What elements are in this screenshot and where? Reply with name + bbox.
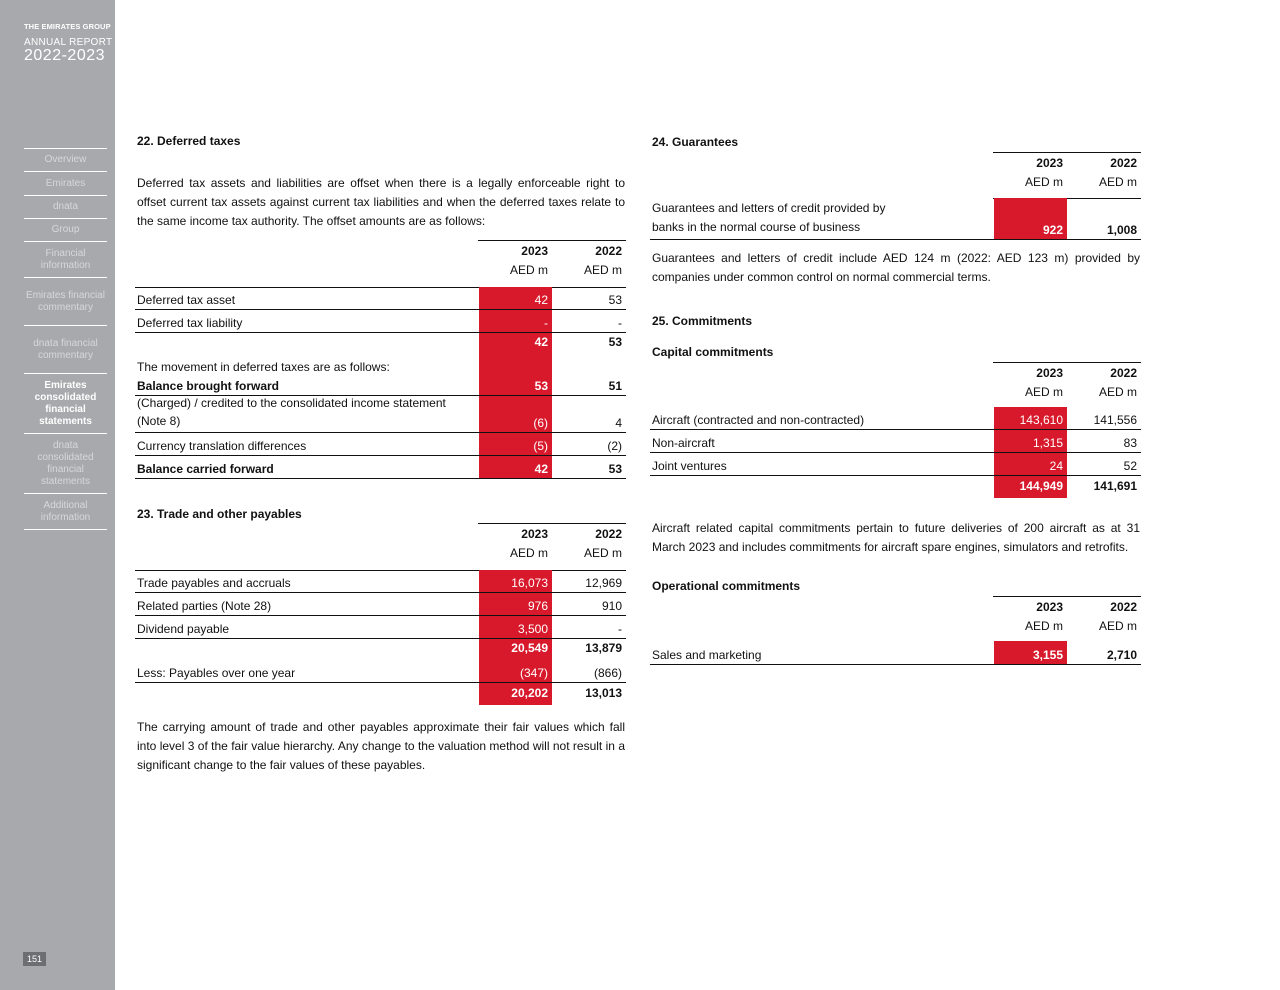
table-row	[650, 642, 1141, 665]
value-2022: -	[618, 622, 622, 636]
row-label: Deferred tax liability	[137, 316, 243, 330]
value-2023: 53	[479, 375, 552, 395]
table-row	[650, 430, 1141, 453]
sidebar-nav	[24, 148, 107, 530]
table-row	[135, 433, 626, 456]
value-2022: 52	[1123, 459, 1137, 473]
deferred-taxes-intro: Deferred tax assets and liabilities are offset when there is a legally enforceable right to offset current tax assets against current tax liabilities and when the deferred taxes relate to the same income tax authority. The offset amounts are as follows:	[137, 176, 625, 228]
table-row	[650, 453, 1141, 476]
value-2022: 51	[608, 379, 622, 393]
value-2022: 53	[608, 462, 622, 476]
capital-commitments-title: Capital commitments	[652, 345, 774, 359]
page-number: 151	[23, 952, 46, 966]
payables-title: 23. Trade and other payables	[137, 507, 302, 521]
value-2022: -	[618, 316, 622, 330]
col-unit: AED m	[583, 263, 622, 277]
value-2022: 53	[608, 293, 622, 307]
table-row	[135, 593, 626, 616]
value-2023: 3,500	[479, 616, 552, 638]
table-row	[650, 198, 1141, 240]
table-row	[135, 456, 626, 479]
nav-item-group[interactable]: Group	[24, 218, 107, 241]
row-label: Guarantees and letters of credit provided by banks in the normal course of business	[652, 201, 886, 234]
value-2022: (866)	[593, 666, 622, 680]
value-2022: 910	[601, 599, 622, 613]
table-header	[993, 152, 1141, 198]
row-label: Non-aircraft	[652, 436, 715, 450]
table-header	[993, 362, 1141, 408]
value-2023: 922	[994, 198, 1067, 239]
value-2022: 12,969	[585, 576, 622, 590]
payables-note: The carrying amount of trade and other payables approximate their fair values which fall into level 3 of the fair value hierarchy. Any change to the valuation method will not result in a significant change to the fair values of these payables.	[137, 720, 625, 772]
table-row	[135, 310, 626, 333]
nav-item-dnata-consolidated-statements[interactable]: dnata consolidated financial statements	[24, 433, 107, 493]
operational-commitments-title: Operational commitments	[652, 579, 801, 593]
table-row	[135, 287, 626, 310]
col-unit: AED m	[1098, 619, 1137, 633]
capital-commitments-table	[650, 362, 1141, 498]
table-row	[135, 376, 626, 396]
payables-table	[135, 523, 626, 705]
table-row-subtotal	[135, 639, 626, 660]
row-label: Balance carried forward	[137, 462, 274, 476]
nav-item-overview[interactable]: Overview	[24, 148, 107, 171]
row-label: Deferred tax asset	[137, 293, 236, 307]
nav-item-dnata-financial-commentary[interactable]: dnata financial commentary	[24, 325, 107, 373]
nav-item-financial-information[interactable]: Financial information	[24, 241, 107, 277]
table-header	[478, 523, 626, 570]
col-unit: AED m	[1098, 175, 1137, 189]
table-row-total	[135, 683, 626, 705]
operational-commitments-table	[650, 596, 1141, 665]
col-year-2023: 2023	[1036, 600, 1063, 614]
value-2023: 1,315	[994, 430, 1067, 452]
table-row	[135, 616, 626, 639]
group-name: THE EMIRATES GROUP	[24, 22, 111, 31]
table-row-total	[135, 333, 626, 353]
value-2022: 141,556	[1093, 413, 1137, 427]
report-year: 2022-2023	[24, 47, 106, 64]
col-year-2022: 2022	[1110, 366, 1137, 380]
nav-item-emirates[interactable]: Emirates	[24, 171, 107, 195]
col-year-2023: 2023	[521, 244, 548, 258]
col-unit: AED m	[1024, 175, 1063, 189]
movement-text: The movement in deferred taxes are as follows:	[137, 360, 390, 374]
value-2022: 83	[1123, 436, 1137, 450]
value-2022: (2)	[607, 439, 622, 453]
value-2023: 42	[479, 287, 552, 309]
brand-block	[24, 22, 112, 65]
table-row	[135, 353, 626, 376]
value-2022: 1,008	[1106, 223, 1137, 237]
value-2023: 16,073	[479, 570, 552, 592]
row-label: Less: Payables over one year	[137, 666, 296, 680]
value-2023: 3,155	[994, 641, 1067, 664]
table-row	[135, 396, 626, 433]
table-header	[478, 240, 626, 287]
total-2023: 20,202	[479, 683, 552, 705]
col-year-2022: 2022	[595, 527, 622, 541]
sidebar	[0, 0, 115, 990]
capital-commitments-note: Aircraft related capital commitments pertain to future deliveries of 200 aircraft as at 31 March 2023 and includes commitments for aircraft spare engines, simulators and retrofits.	[652, 521, 1140, 554]
commitments-title: 25. Commitments	[652, 314, 753, 328]
table-row	[135, 570, 626, 593]
value-2023: (5)	[479, 433, 552, 455]
value-2023: 143,610	[994, 407, 1067, 429]
row-label: Currency translation differences	[137, 439, 307, 453]
nav-item-emirates-consolidated-statements[interactable]: Emirates consolidated financial statements	[24, 373, 107, 433]
total-2022: 53	[608, 335, 622, 349]
value-2023: (6)	[479, 396, 552, 432]
row-label: Dividend payable	[137, 622, 230, 636]
deferred-taxes-title: 22. Deferred taxes	[137, 134, 241, 148]
col-year-2022: 2022	[1110, 156, 1137, 170]
col-year-2023: 2023	[1036, 156, 1063, 170]
row-label: Trade payables and accruals	[137, 576, 291, 590]
col-year-2022: 2022	[595, 244, 622, 258]
table-header	[993, 596, 1141, 642]
row-label: Joint ventures	[652, 459, 727, 473]
col-unit: AED m	[509, 263, 548, 277]
col-unit: AED m	[1024, 385, 1063, 399]
value-2023: 976	[479, 593, 552, 615]
col-unit: AED m	[509, 546, 548, 560]
guarantees-table	[650, 152, 1141, 240]
nav-item-dnata[interactable]: dnata	[24, 195, 107, 218]
guarantees-note: Guarantees and letters of credit include AED 124 m (2022: AED 123 m) provided by companies under common control on normal commercial terms.	[652, 251, 1140, 284]
table-row	[650, 408, 1141, 430]
total-2023: 42	[479, 333, 552, 353]
value-2023: (347)	[479, 659, 552, 682]
col-unit: AED m	[583, 546, 622, 560]
value-2023: -	[479, 310, 552, 332]
total-2022: 141,691	[1093, 479, 1137, 493]
value-2023: 42	[479, 456, 552, 478]
nav-item-additional-information[interactable]: Additional information	[24, 493, 107, 529]
total-2022: 13,013	[585, 686, 622, 700]
row-label: (Charged) / credited to the consolidated income statement (Note 8)	[137, 396, 446, 428]
col-unit: AED m	[1024, 619, 1063, 633]
row-label: Aircraft (contracted and non-contracted)	[652, 413, 865, 427]
col-year-2022: 2022	[1110, 600, 1137, 614]
subtotal-2022: 13,879	[585, 641, 622, 655]
deferred-taxes-table	[135, 240, 626, 479]
table-row-total	[650, 476, 1141, 498]
value-2022: 2,710	[1106, 648, 1137, 662]
value-2023: 24	[994, 453, 1067, 475]
nav-item-emirates-financial-commentary[interactable]: Emirates financial commentary	[24, 277, 107, 325]
table-row	[135, 660, 626, 683]
col-year-2023: 2023	[1036, 366, 1063, 380]
row-label: Balance brought forward	[137, 379, 280, 393]
subtotal-2023: 20,549	[479, 639, 552, 660]
row-label: Related parties (Note 28)	[137, 599, 272, 613]
report-label: ANNUAL REPORT	[24, 37, 113, 48]
row-label: Sales and marketing	[652, 648, 762, 662]
guarantees-title: 24. Guarantees	[652, 135, 739, 149]
value-2022: 4	[615, 416, 622, 430]
col-unit: AED m	[1098, 385, 1137, 399]
col-year-2023: 2023	[521, 527, 548, 541]
total-2023: 144,949	[994, 476, 1067, 498]
